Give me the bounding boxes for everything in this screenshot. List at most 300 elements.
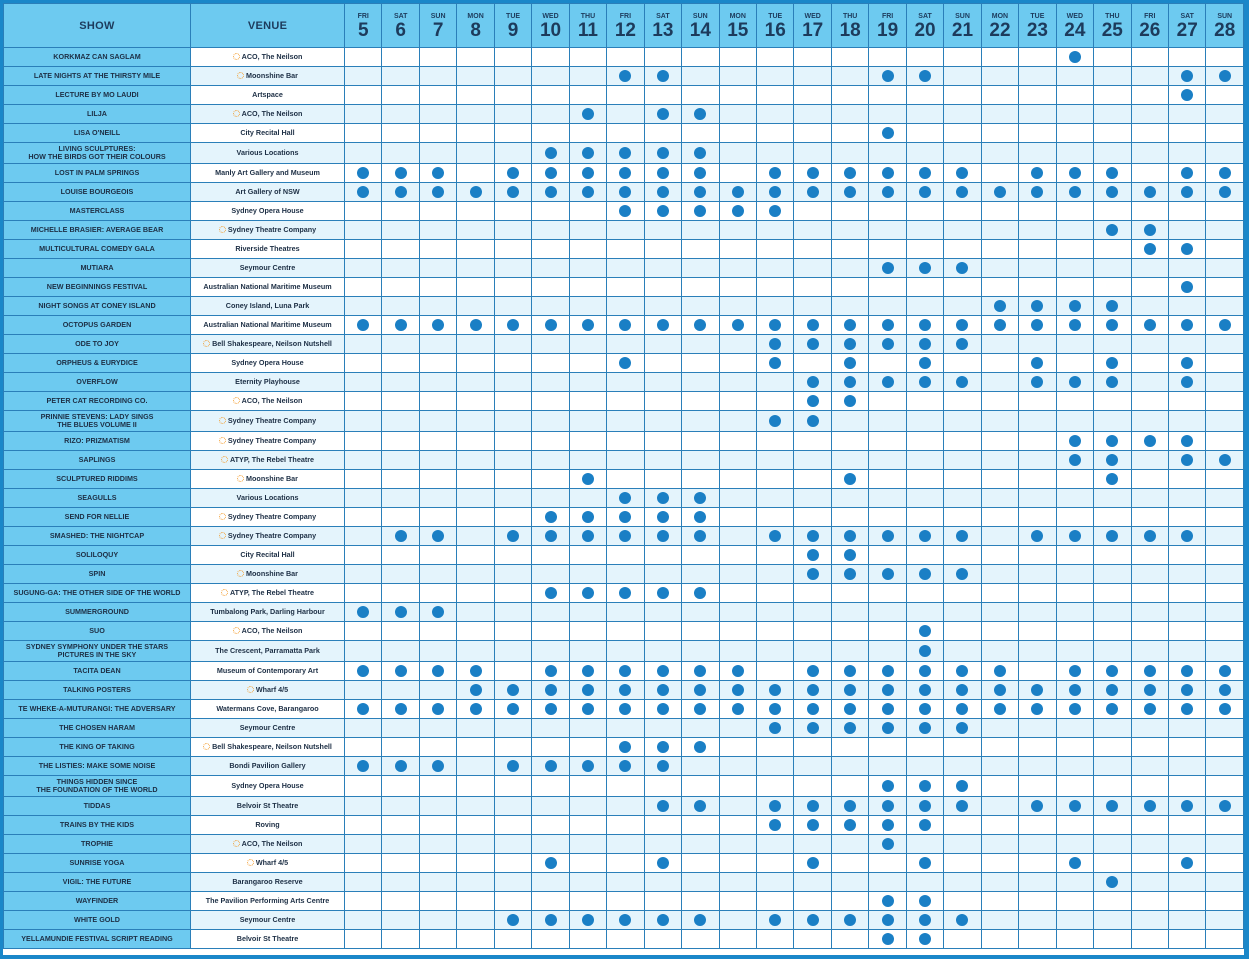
- date-cell: [457, 584, 494, 603]
- date-cell: [532, 373, 569, 392]
- date-cell: [831, 221, 868, 240]
- date-cell: [831, 183, 868, 202]
- performance-dot-icon: [657, 70, 669, 82]
- date-cell: [1019, 911, 1056, 930]
- date-cell: [382, 546, 419, 565]
- date-cell: [494, 354, 531, 373]
- table-row: [4, 183, 1244, 202]
- date-cell: [1056, 911, 1093, 930]
- date-cell: [345, 259, 382, 278]
- date-cell: [644, 662, 681, 681]
- venue-marker-icon: [233, 397, 240, 404]
- date-cell: [1168, 700, 1205, 719]
- date-cell: [906, 67, 943, 86]
- date-cell: [419, 392, 456, 411]
- date-cell: [682, 354, 719, 373]
- date-cell: [494, 719, 531, 738]
- date-cell: [382, 221, 419, 240]
- day-number: 22: [989, 19, 1011, 41]
- date-cell: [1206, 259, 1244, 278]
- date-cell: [944, 373, 981, 392]
- date-cell: [944, 259, 981, 278]
- show-name: NIGHT SONGS AT CONEY ISLAND: [4, 297, 191, 316]
- date-cell: [494, 700, 531, 719]
- date-cell: [569, 565, 606, 584]
- date-cell: [419, 911, 456, 930]
- date-cell: [719, 776, 756, 797]
- date-cell: [794, 797, 831, 816]
- date-cell: [494, 873, 531, 892]
- performance-dot-icon: [545, 665, 557, 677]
- date-cell: [1056, 489, 1093, 508]
- date-cell: [906, 508, 943, 527]
- date-cell: [382, 105, 419, 124]
- date-cell: [494, 164, 531, 183]
- date-cell: [494, 738, 531, 757]
- date-cell: [1168, 278, 1205, 297]
- date-cell: [794, 700, 831, 719]
- date-cell: [831, 700, 868, 719]
- date-cell: [757, 354, 794, 373]
- date-cell: [794, 662, 831, 681]
- date-cell: [382, 776, 419, 797]
- performance-dot-icon: [956, 167, 968, 179]
- date-cell: [1131, 757, 1168, 776]
- performance-dot-icon: [994, 186, 1006, 198]
- day-of-week: FRI: [881, 12, 894, 20]
- performance-dot-icon: [882, 665, 894, 677]
- date-cell: [532, 432, 569, 451]
- performance-dot-icon: [769, 357, 781, 369]
- date-cell: [1019, 451, 1056, 470]
- date-cell: [1206, 297, 1244, 316]
- date-cell: [794, 738, 831, 757]
- date-cell: [794, 641, 831, 662]
- day-number: 17: [802, 19, 824, 41]
- date-cell: [1056, 719, 1093, 738]
- date-cell: [607, 392, 644, 411]
- date-cell: [981, 565, 1018, 584]
- date-cell: [869, 124, 906, 143]
- date-cell: [607, 202, 644, 221]
- date-cell: [1094, 776, 1131, 797]
- date-cell: [345, 700, 382, 719]
- date-cell: [644, 584, 681, 603]
- date-cell: [345, 738, 382, 757]
- show-name: LOST IN PALM SPRINGS: [4, 164, 191, 183]
- date-cell: [757, 124, 794, 143]
- date-cell: [1206, 86, 1244, 105]
- performance-dot-icon: [619, 319, 631, 331]
- date-cell: [831, 776, 868, 797]
- venue-name: ACO, The Neilson: [191, 392, 345, 411]
- date-cell: [457, 546, 494, 565]
- table-row: [4, 354, 1244, 373]
- show-name: SUGUNG-GA: THE OTHER SIDE OF THE WORLD: [4, 584, 191, 603]
- date-cell: [382, 641, 419, 662]
- day-header-5: [345, 4, 382, 48]
- date-cell: [757, 892, 794, 911]
- performance-dot-icon: [919, 167, 931, 179]
- date-cell: [494, 641, 531, 662]
- venue-name: Wharf 4/5: [191, 681, 345, 700]
- date-cell: [831, 316, 868, 335]
- date-cell: [1206, 451, 1244, 470]
- date-cell: [831, 48, 868, 67]
- date-cell: [831, 259, 868, 278]
- date-cell: [607, 681, 644, 700]
- date-cell: [794, 335, 831, 354]
- date-cell: [345, 641, 382, 662]
- performance-dot-icon: [1069, 857, 1081, 869]
- date-cell: [607, 67, 644, 86]
- date-cell: [457, 816, 494, 835]
- date-cell: [869, 392, 906, 411]
- performance-dot-icon: [1181, 281, 1193, 293]
- date-cell: [1094, 719, 1131, 738]
- performance-dot-icon: [844, 722, 856, 734]
- venue-marker-icon: [219, 226, 226, 233]
- date-cell: [419, 622, 456, 641]
- date-cell: [1168, 546, 1205, 565]
- show-name: THE LISTIES: MAKE SOME NOISE: [4, 757, 191, 776]
- performance-dot-icon: [844, 684, 856, 696]
- date-cell: [419, 164, 456, 183]
- day-of-week: THU: [1105, 12, 1120, 20]
- date-cell: [532, 641, 569, 662]
- performance-dot-icon: [1069, 319, 1081, 331]
- show-name: OCTOPUS GARDEN: [4, 316, 191, 335]
- performance-dot-icon: [844, 395, 856, 407]
- date-cell: [1206, 335, 1244, 354]
- date-cell: [944, 662, 981, 681]
- date-cell: [457, 105, 494, 124]
- date-cell: [532, 354, 569, 373]
- date-cell: [419, 776, 456, 797]
- date-cell: [644, 240, 681, 259]
- date-cell: [1131, 854, 1168, 873]
- date-cell: [906, 202, 943, 221]
- date-cell: [494, 930, 531, 949]
- date-cell: [1168, 392, 1205, 411]
- date-cell: [345, 143, 382, 164]
- date-cell: [345, 297, 382, 316]
- date-cell: [419, 738, 456, 757]
- date-cell: [532, 622, 569, 641]
- date-cell: [1056, 392, 1093, 411]
- date-cell: [457, 641, 494, 662]
- performance-dot-icon: [582, 473, 594, 485]
- date-cell: [532, 565, 569, 584]
- date-cell: [869, 411, 906, 432]
- date-cell: [494, 565, 531, 584]
- date-cell: [757, 202, 794, 221]
- table-row: [4, 143, 1244, 164]
- date-cell: [1019, 603, 1056, 622]
- date-cell: [494, 662, 531, 681]
- date-cell: [1019, 202, 1056, 221]
- date-cell: [794, 603, 831, 622]
- date-cell: [981, 316, 1018, 335]
- date-cell: [682, 892, 719, 911]
- day-header-19: [869, 4, 906, 48]
- day-of-week: SUN: [955, 12, 970, 20]
- date-cell: [457, 776, 494, 797]
- date-cell: [607, 797, 644, 816]
- date-cell: [1094, 835, 1131, 854]
- date-cell: [1094, 105, 1131, 124]
- day-header-15: [719, 4, 756, 48]
- table-row: [4, 297, 1244, 316]
- date-cell: [1131, 622, 1168, 641]
- date-cell: [1168, 354, 1205, 373]
- date-cell: [457, 183, 494, 202]
- date-cell: [981, 816, 1018, 835]
- performance-dot-icon: [807, 186, 819, 198]
- date-cell: [794, 316, 831, 335]
- date-cell: [644, 719, 681, 738]
- performance-dot-icon: [1106, 454, 1118, 466]
- date-cell: [906, 546, 943, 565]
- date-cell: [1094, 738, 1131, 757]
- date-cell: [944, 622, 981, 641]
- date-cell: [1094, 392, 1131, 411]
- performance-dot-icon: [807, 857, 819, 869]
- performance-dot-icon: [432, 530, 444, 542]
- date-cell: [906, 892, 943, 911]
- date-cell: [757, 757, 794, 776]
- date-cell: [944, 738, 981, 757]
- performance-dot-icon: [769, 338, 781, 350]
- date-cell: [1019, 48, 1056, 67]
- date-cell: [1056, 316, 1093, 335]
- date-cell: [981, 297, 1018, 316]
- performance-dot-icon: [769, 914, 781, 926]
- date-cell: [1056, 411, 1093, 432]
- date-cell: [1056, 278, 1093, 297]
- performance-dot-icon: [844, 530, 856, 542]
- date-cell: [757, 603, 794, 622]
- show-name: ORPHEUS & EURYDICE: [4, 354, 191, 373]
- date-cell: [944, 297, 981, 316]
- date-cell: [981, 700, 1018, 719]
- date-cell: [419, 835, 456, 854]
- date-cell: [1094, 700, 1131, 719]
- date-cell: [1056, 354, 1093, 373]
- date-cell: [382, 700, 419, 719]
- date-cell: [419, 86, 456, 105]
- performance-dot-icon: [582, 587, 594, 599]
- performance-dot-icon: [432, 665, 444, 677]
- date-cell: [457, 297, 494, 316]
- performance-dot-icon: [432, 167, 444, 179]
- date-cell: [457, 873, 494, 892]
- date-cell: [944, 143, 981, 164]
- date-cell: [1131, 470, 1168, 489]
- date-cell: [644, 278, 681, 297]
- date-cell: [869, 297, 906, 316]
- performance-dot-icon: [807, 665, 819, 677]
- day-number: 11: [577, 19, 598, 41]
- date-cell: [644, 776, 681, 797]
- date-cell: [644, 164, 681, 183]
- date-cell: [869, 816, 906, 835]
- venue-name: Eternity Playhouse: [191, 373, 345, 392]
- date-cell: [981, 911, 1018, 930]
- date-cell: [1131, 565, 1168, 584]
- date-cell: [1206, 757, 1244, 776]
- date-cell: [644, 700, 681, 719]
- performance-dot-icon: [1219, 70, 1231, 82]
- date-cell: [1131, 297, 1168, 316]
- date-cell: [1056, 143, 1093, 164]
- date-cell: [419, 757, 456, 776]
- date-cell: [682, 508, 719, 527]
- date-cell: [1168, 297, 1205, 316]
- date-cell: [906, 373, 943, 392]
- date-cell: [494, 124, 531, 143]
- date-cell: [607, 164, 644, 183]
- performance-dot-icon: [882, 819, 894, 831]
- date-cell: [682, 641, 719, 662]
- performance-dot-icon: [1181, 89, 1193, 101]
- date-cell: [981, 335, 1018, 354]
- date-cell: [981, 67, 1018, 86]
- date-cell: [419, 508, 456, 527]
- date-cell: [607, 240, 644, 259]
- date-cell: [1056, 873, 1093, 892]
- date-cell: [757, 470, 794, 489]
- date-cell: [382, 335, 419, 354]
- date-cell: [1056, 297, 1093, 316]
- date-cell: [869, 930, 906, 949]
- date-cell: [719, 816, 756, 835]
- date-cell: [345, 221, 382, 240]
- date-cell: [1168, 335, 1205, 354]
- date-cell: [494, 816, 531, 835]
- date-cell: [906, 240, 943, 259]
- date-cell: [1056, 335, 1093, 354]
- date-cell: [719, 67, 756, 86]
- venue-name: Belvoir St Theatre: [191, 930, 345, 949]
- date-cell: [607, 738, 644, 757]
- date-cell: [1206, 738, 1244, 757]
- date-cell: [1131, 584, 1168, 603]
- date-cell: [1168, 164, 1205, 183]
- venue-marker-icon: [237, 475, 244, 482]
- date-cell: [1131, 738, 1168, 757]
- date-cell: [831, 873, 868, 892]
- date-cell: [607, 316, 644, 335]
- date-cell: [382, 816, 419, 835]
- performance-dot-icon: [582, 108, 594, 120]
- date-cell: [869, 470, 906, 489]
- performance-dot-icon: [882, 838, 894, 850]
- date-cell: [794, 202, 831, 221]
- date-cell: [906, 757, 943, 776]
- date-cell: [1056, 797, 1093, 816]
- date-cell: [532, 719, 569, 738]
- date-cell: [719, 584, 756, 603]
- date-cell: [569, 432, 606, 451]
- performance-dot-icon: [1069, 684, 1081, 696]
- date-cell: [1131, 278, 1168, 297]
- performance-dot-icon: [1031, 530, 1043, 542]
- date-cell: [419, 240, 456, 259]
- table-row: [4, 911, 1244, 930]
- table-row: [4, 757, 1244, 776]
- date-cell: [644, 603, 681, 622]
- date-cell: [1131, 105, 1168, 124]
- date-cell: [869, 143, 906, 164]
- date-cell: [607, 854, 644, 873]
- date-cell: [1168, 316, 1205, 335]
- date-cell: [644, 470, 681, 489]
- date-cell: [719, 911, 756, 930]
- date-cell: [1206, 835, 1244, 854]
- performance-dot-icon: [657, 511, 669, 523]
- date-cell: [569, 797, 606, 816]
- performance-dot-icon: [545, 167, 557, 179]
- show-name: ODE TO JOY: [4, 335, 191, 354]
- table-row: [4, 527, 1244, 546]
- venue-name: The Crescent, Parramatta Park: [191, 641, 345, 662]
- date-cell: [345, 797, 382, 816]
- venue-name: Sydney Theatre Company: [191, 508, 345, 527]
- date-cell: [494, 892, 531, 911]
- date-cell: [1094, 622, 1131, 641]
- date-cell: [457, 240, 494, 259]
- date-cell: [1094, 164, 1131, 183]
- date-cell: [794, 565, 831, 584]
- date-cell: [869, 719, 906, 738]
- date-cell: [831, 641, 868, 662]
- date-cell: [1168, 776, 1205, 797]
- date-cell: [532, 451, 569, 470]
- date-cell: [682, 873, 719, 892]
- date-cell: [831, 489, 868, 508]
- date-cell: [569, 392, 606, 411]
- date-cell: [382, 392, 419, 411]
- performance-dot-icon: [1031, 703, 1043, 715]
- date-cell: [382, 662, 419, 681]
- date-cell: [569, 259, 606, 278]
- date-cell: [1056, 164, 1093, 183]
- performance-dot-icon: [694, 587, 706, 599]
- date-cell: [906, 354, 943, 373]
- day-of-week: SAT: [1180, 12, 1194, 20]
- date-cell: [644, 86, 681, 105]
- date-cell: [682, 86, 719, 105]
- date-cell: [831, 240, 868, 259]
- performance-dot-icon: [919, 319, 931, 331]
- date-cell: [607, 622, 644, 641]
- date-cell: [569, 451, 606, 470]
- date-cell: [719, 508, 756, 527]
- venue-name: Sydney Opera House: [191, 776, 345, 797]
- performance-dot-icon: [882, 376, 894, 388]
- date-cell: [719, 546, 756, 565]
- venue-name: Tumbalong Park, Darling Harbour: [191, 603, 345, 622]
- performance-dot-icon: [844, 665, 856, 677]
- date-cell: [1168, 86, 1205, 105]
- table-row: [4, 854, 1244, 873]
- date-cell: [906, 470, 943, 489]
- performance-dot-icon: [1069, 376, 1081, 388]
- date-cell: [719, 183, 756, 202]
- date-cell: [906, 797, 943, 816]
- date-cell: [944, 316, 981, 335]
